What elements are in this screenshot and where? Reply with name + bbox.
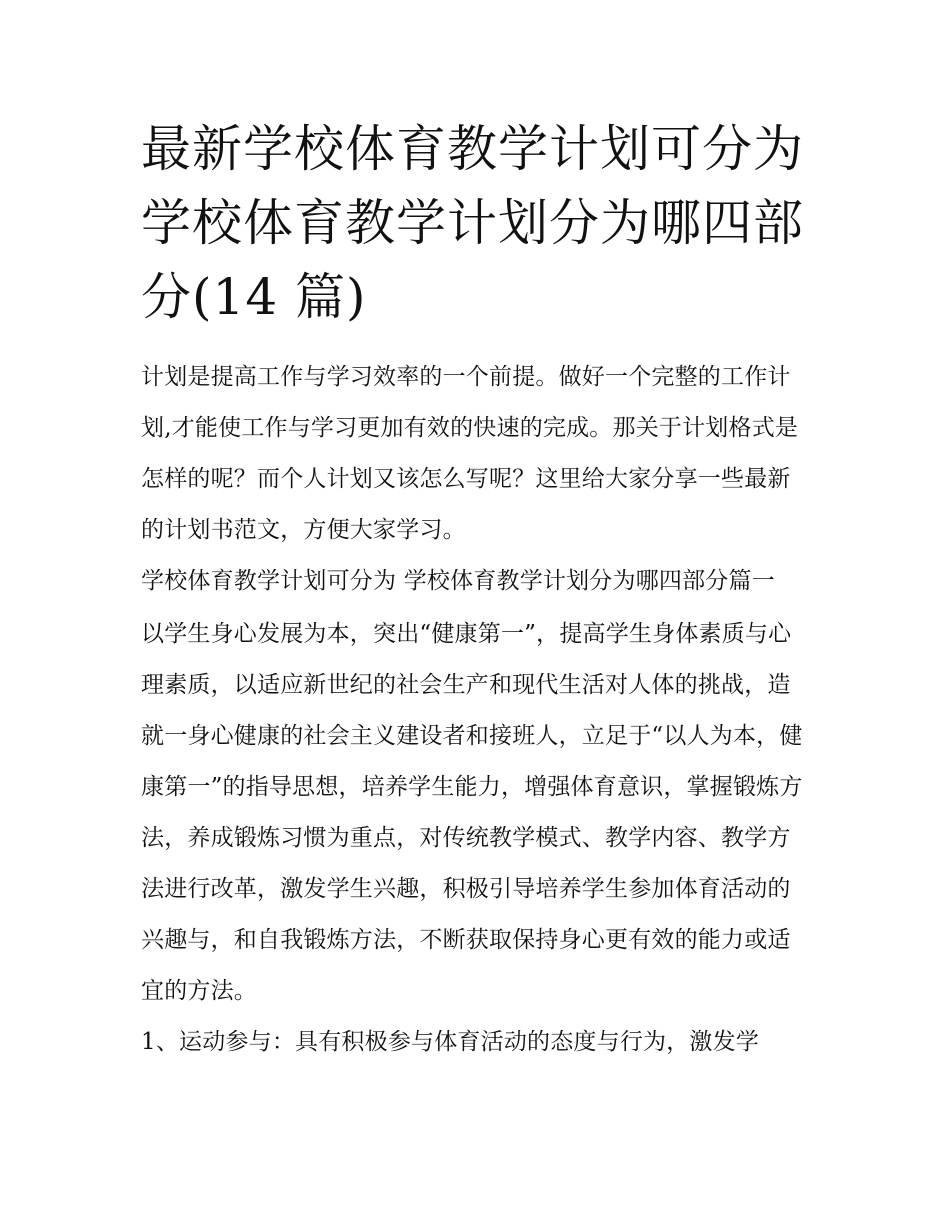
list-item-1: 1、运动参与：具有积极参与体育活动的态度与行为，激发学 xyxy=(141,1029,760,1055)
intro-paragraph: 计划是提高工作与学习效率的一个前提。做好一个完整的工作计划,才能使工作与学习更加有效的快速的完成。那关于计划格式是怎样的呢？而个人计划又该怎么写呢？这里给大家分享一些最新的计划书范文，方便大家学习。 xyxy=(141,364,799,543)
document-page xyxy=(141,112,813,1068)
body-paragraph: 以学生身心发展为本，突出“健康第一”，提高学生身体素质与心理素质，以适应新世纪的社会生产和现代生活对人体的挑战，造就一身心健康的社会主义建设者和接班人，立足于“以人为本，健康第一”的指导思想，培养学生能力，增强体育意识，掌握锻炼方法，养成锻炼习惯为重点，对传统教学模式、教学内容、教学方法进行改革，激发学生兴趣，积极引导培养学生参加体育活动的兴趣与，和自我锻炼方法，不断获取保持身心更有效的能力或适宜的方法。 xyxy=(141,621,803,1004)
title-spacer xyxy=(141,334,813,352)
document-title: 最新学校体育教学计划可分为 学校体育教学计划分为哪四部分(14 篇) xyxy=(141,120,804,326)
section-heading: 学校体育教学计划可分为 学校体育教学计划分为哪四部分篇一 xyxy=(141,568,775,594)
